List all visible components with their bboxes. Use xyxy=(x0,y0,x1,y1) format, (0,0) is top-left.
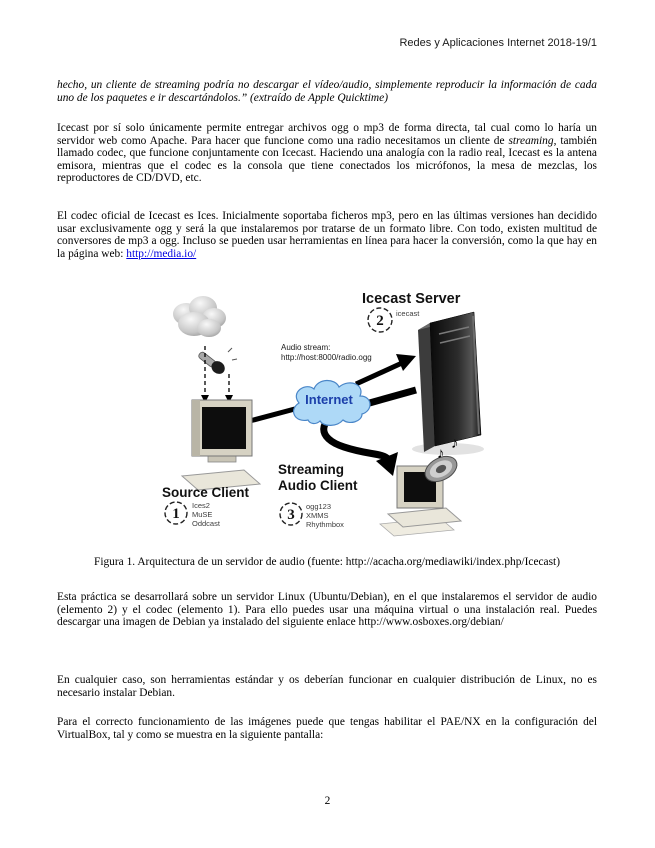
source-client-title: Source Client xyxy=(162,485,250,500)
internet-cloud xyxy=(294,380,370,425)
paragraph-practica: Esta práctica se desarrollará sobre un servidor Linux (Ubuntu/Debian), en el que instalaremos el servidor de audio (elemento 2) y el codec (elemento 1). Para ello puedes usar una máquina virtual o una instalación real. Puedes descargar una imagen de Debian ya instalado del siguiente enlace http://www.osboxes.org/debian/ xyxy=(57,591,597,629)
icecast-server-title: Icecast Server xyxy=(362,291,461,307)
paragraph-herramientas: En cualquier caso, son herramientas estándar y os deberían funcionar en cualquier distribución de Linux, no es necesario instalar Debian. xyxy=(57,674,597,699)
audio-stream-url: http://host:8000/radio.ogg xyxy=(281,353,372,362)
paragraph-icecast-intro xyxy=(57,122,597,185)
audio-source-clouds-icon xyxy=(173,296,226,337)
streaming-client-title-2: Audio Client xyxy=(278,478,358,493)
page-number: 2 xyxy=(324,795,331,807)
streaming-client-title-1: Streaming xyxy=(278,462,345,477)
source-client-computer-icon xyxy=(182,400,260,490)
source-number: 1 xyxy=(172,506,180,522)
architecture-diagram xyxy=(148,286,508,550)
server-number: 2 xyxy=(376,313,384,329)
streaming-item: ogg123 xyxy=(306,502,332,511)
p2-text-1: Icecast por sí solo únicamente permite entregar archivos ogg o mp3 de forma directa, tal cual como lo haría un servidor web como Apache. Para hacer que funcione como una radio necesitamos un cliente de xyxy=(57,122,597,147)
media-io-link[interactable]: http://media.io/ xyxy=(126,247,197,260)
icecast-sub-label: icecast xyxy=(396,309,420,318)
page-header: Redes y Aplicaciones Internet 2018-19/1 xyxy=(399,37,597,49)
p3-text-1: El codec oficial de Icecast es Ices. Inicialmente soportaba ficheros mp3, pero en las últimas versiones han decidido usar exclusivamente ogg y será la que instalaremos por tratarse de un formato libre. Con todo, existen multitud de conversores de mp3 a ogg. Incluso se pueden usar herramientas en línea para hacer la conversión, como la que hay en la página web: xyxy=(57,210,597,260)
icecast-server-icon xyxy=(412,312,484,455)
streaming-item: XMMS xyxy=(306,511,329,520)
internet-label: Internet xyxy=(305,392,353,407)
microphone-icon xyxy=(196,349,227,377)
quote-paragraph: hecho, un cliente de streaming podría no descargar el vídeo/audio, simplemente reproducir la información de cada uno de los paquetes e ir descartándolos.” (extraído de Apple Quicktime) xyxy=(57,79,597,104)
mic-sparkle xyxy=(228,348,237,360)
p2-streaming-italic: streaming xyxy=(508,134,554,147)
paragraph-pae-nx: Para el correcto funcionamiento de las imágenes puede que tengas habilitar el PAE/NX en la configuración del VirtualBox, tal y como se muestra en la siguiente pantalla: xyxy=(57,716,597,741)
streaming-item: Rhythmbox xyxy=(306,520,344,529)
source-item: Ices2 xyxy=(192,501,210,510)
paragraph-codec xyxy=(57,210,597,260)
source-item: Oddcast xyxy=(192,519,220,528)
p2-text-2: , también llamado codec, que funcione conjuntamente con Icecast. Haciendo una analogía con la radio real, Icecast es la antena emisora, mientras que el codec es la consola que tiene conectados los micrófonos, la mesa de mezclas, los reproductores de CD/DVD, etc. xyxy=(57,134,598,185)
audio-stream-label: Audio stream: xyxy=(281,343,331,352)
source-item: MuSE xyxy=(192,510,213,519)
figure-caption: Figura 1. Arquitectura de un servidor de audio (fuente: http://acacha.org/mediawiki/index.php/Icecast) xyxy=(93,556,561,568)
figure-icecast-architecture xyxy=(148,286,508,550)
music-note-icon: ♪ xyxy=(451,435,459,452)
music-note-icon: ♪ xyxy=(437,445,445,462)
streaming-number: 3 xyxy=(287,507,295,523)
